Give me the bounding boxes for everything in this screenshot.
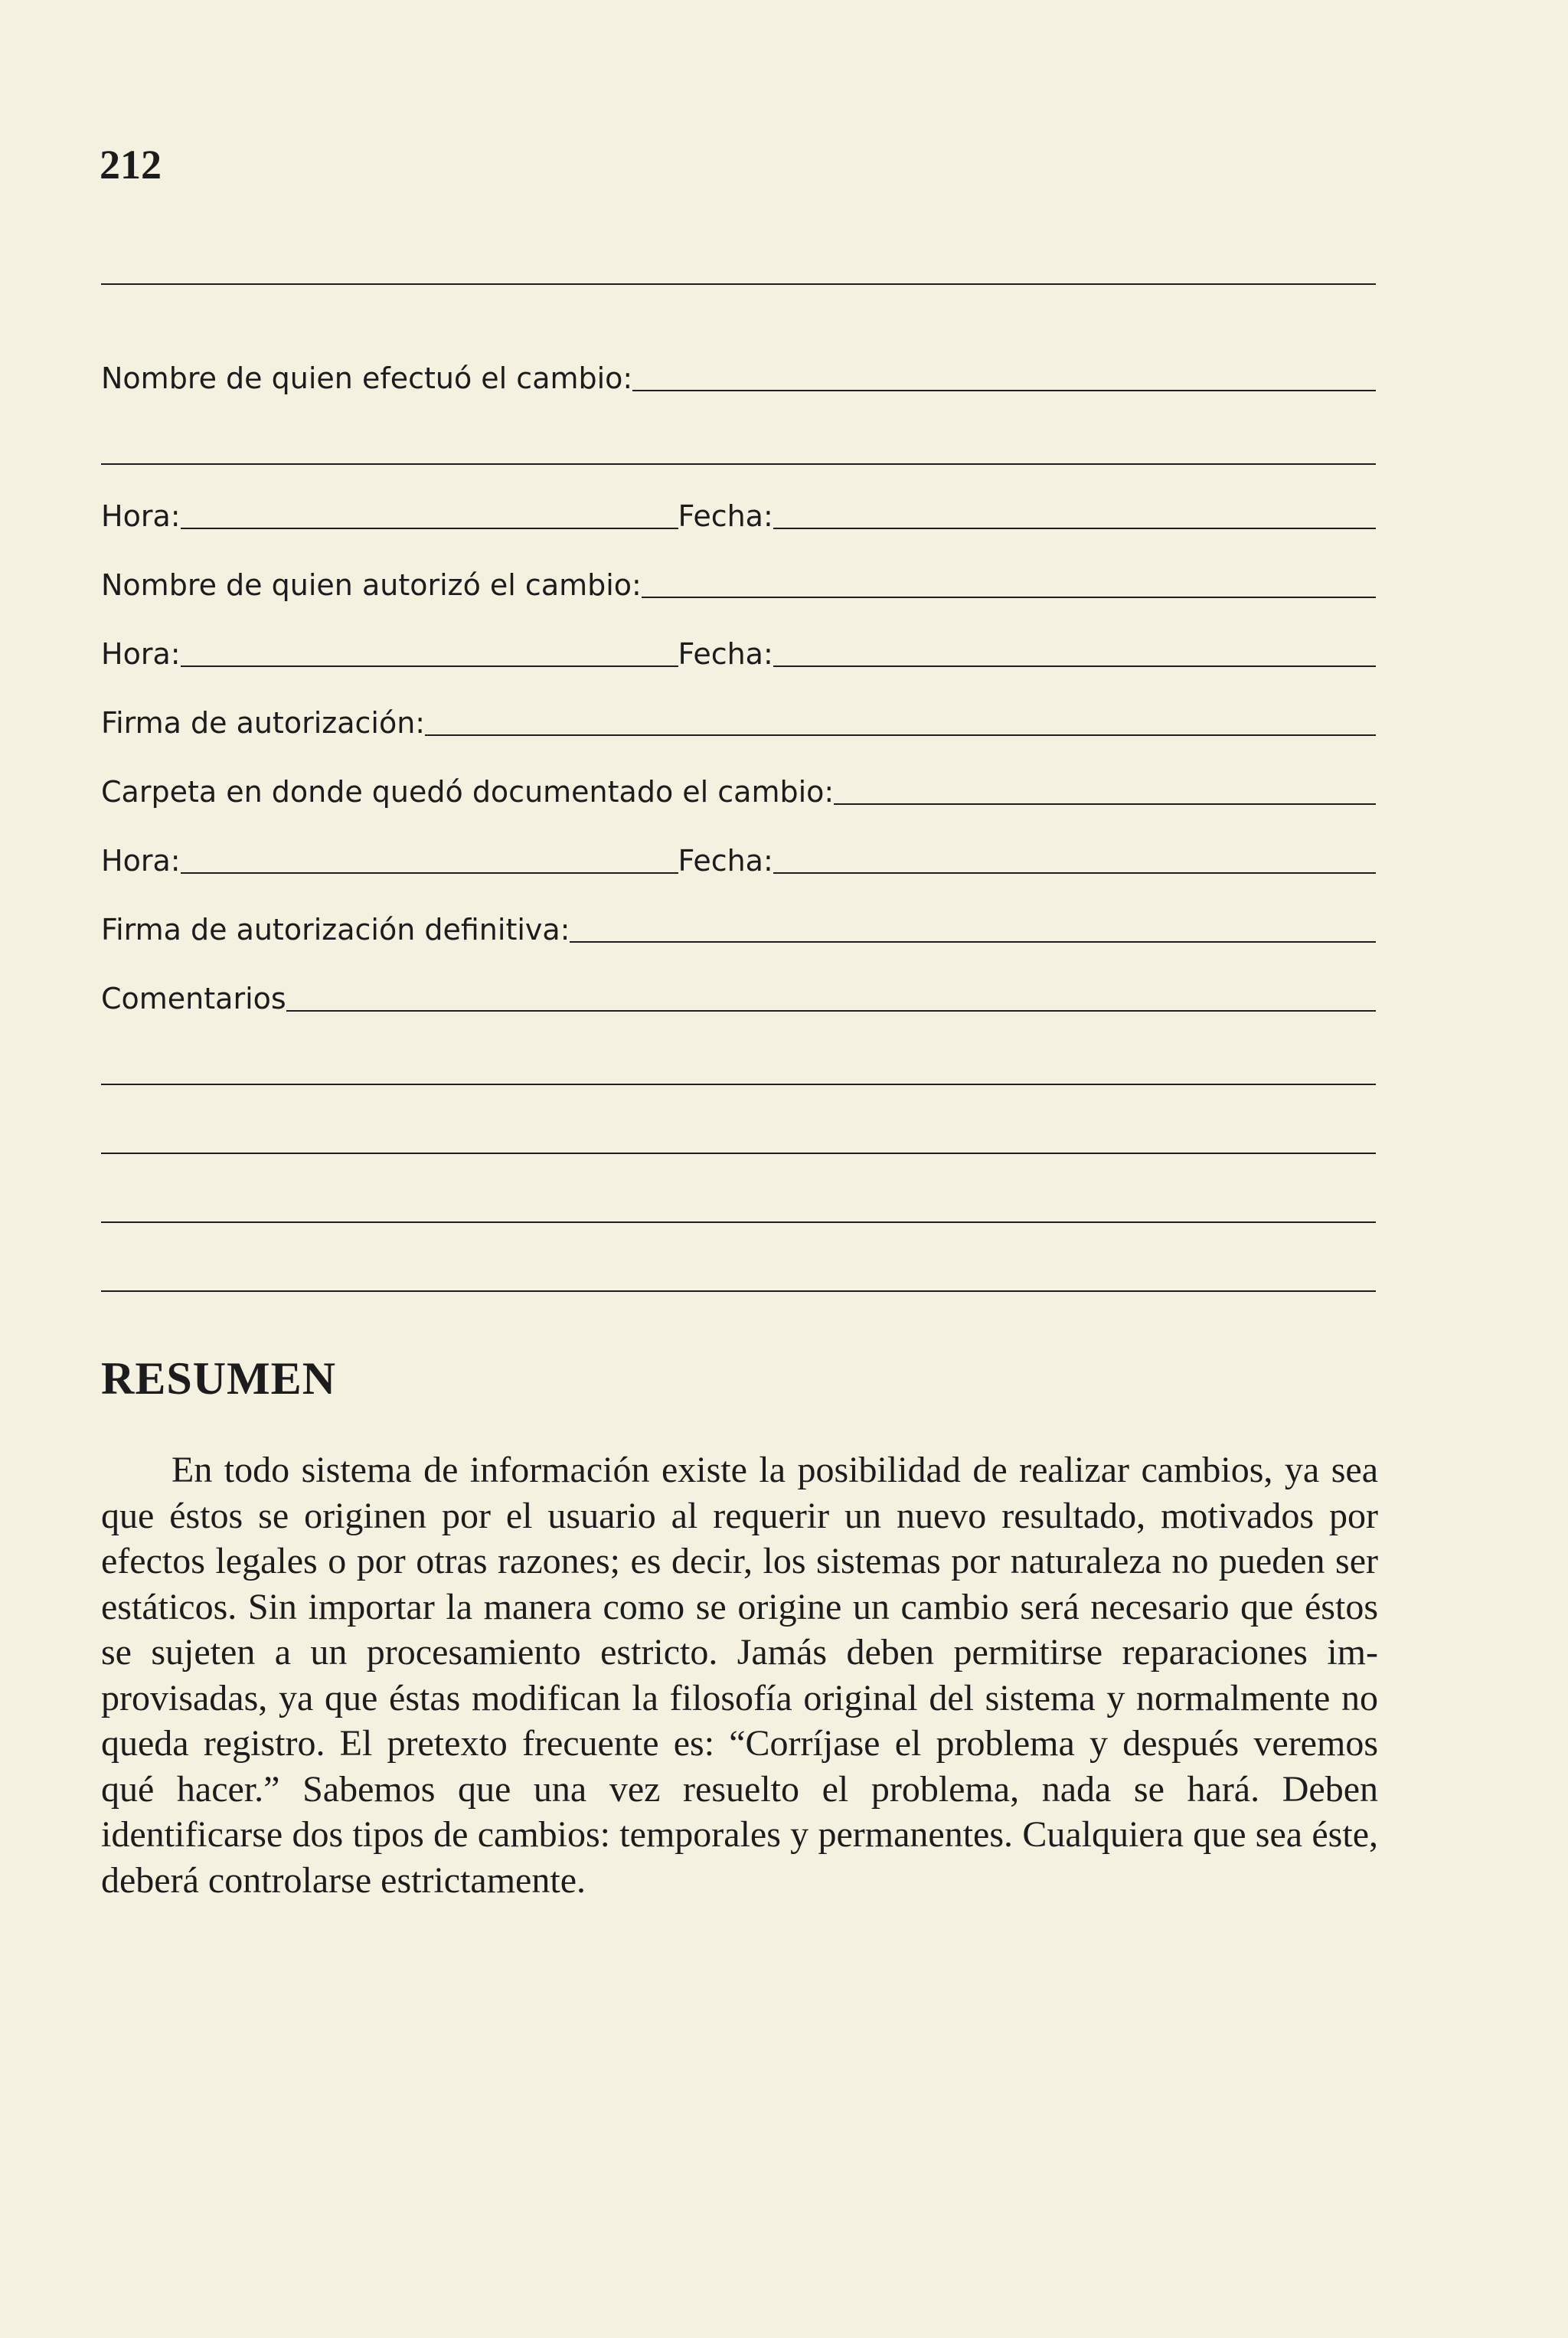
comentarios-line[interactable]: [101, 1223, 1376, 1292]
section-heading: RESUMEN: [101, 1353, 337, 1404]
comentarios-line[interactable]: [101, 1154, 1376, 1223]
change-control-form: [101, 283, 1376, 1292]
quien-autorizo-label: Nombre de quien autorizó el cambio:: [101, 568, 642, 602]
quien-efectuo-field[interactable]: [632, 389, 1376, 391]
summary-paragraph: En todo sistema de información existe la posibilidad de realizar cambios, ya sea que éstos se originen por el usuario al requerir un nuevo resultado, motivados por efectos legales o por otras razones; es decir, los sistemas por naturaleza no pueden ser estáticos. Sin importar la manera como se origine un cambio será necesario que éstos se sujeten a un procesamiento estricto. Jamás deben permitirse reparaciones improvisadas, ya que éstas modifican la filosofía original del sistema y normalmente no queda registro. El pretexto frecuente es: “Corríjase el problema y después veremos qué hacer.” Sabemos que una vez resuelto el problema, nada se hará. Deben identificarse dos tipos de cambios: temporales y permanentes. Cualquiera que sea éste, deberá controlarse estrictamente.: [101, 1450, 1378, 1901]
row-carpeta: [101, 741, 1376, 809]
quien-efectuo-label: Nombre de quien efectuó el cambio:: [101, 361, 633, 395]
firma-autorizacion-label: Firma de autorización:: [101, 706, 426, 740]
blank-line[interactable]: [101, 396, 1376, 465]
fecha-field[interactable]: [773, 527, 1376, 529]
row-hora-fecha-2: [101, 603, 1376, 672]
comentarios-field[interactable]: [286, 1009, 1376, 1012]
comentarios-line[interactable]: [101, 1016, 1376, 1085]
fecha-field[interactable]: [773, 871, 1376, 874]
row-comentarios: [101, 947, 1376, 1016]
row-firma-definitiva: [101, 878, 1376, 947]
hora-field[interactable]: [181, 665, 678, 667]
hora-label: Hora:: [101, 844, 181, 878]
firma-definitiva-field[interactable]: [570, 940, 1376, 943]
firma-definitiva-label: Firma de autorización definitiva:: [101, 913, 570, 947]
hora-field[interactable]: [181, 871, 678, 874]
row-hora-fecha-3: [101, 809, 1376, 878]
hora-field[interactable]: [181, 527, 678, 529]
page-number: 212: [100, 142, 162, 188]
hora-label: Hora:: [101, 637, 181, 671]
comentarios-label: Comentarios: [101, 982, 286, 1015]
quien-autorizo-field[interactable]: [642, 596, 1376, 598]
row-quien-autorizo: [101, 534, 1376, 603]
row-quien-efectuo: [101, 327, 1376, 396]
firma-autorizacion-field[interactable]: [425, 734, 1376, 736]
fecha-label: Fecha:: [678, 637, 773, 671]
fecha-label: Fecha:: [678, 499, 773, 533]
row-hora-fecha-1: [101, 465, 1376, 534]
hora-label: Hora:: [101, 499, 181, 533]
carpeta-field[interactable]: [834, 803, 1376, 805]
comentarios-line[interactable]: [101, 1085, 1376, 1154]
row-firma-autorizacion: [101, 672, 1376, 741]
carpeta-label: Carpeta en donde quedó documentado el cambio:: [101, 775, 835, 809]
form-top-rule: [101, 283, 1376, 285]
fecha-field[interactable]: [773, 665, 1376, 667]
fecha-label: Fecha:: [678, 844, 773, 878]
